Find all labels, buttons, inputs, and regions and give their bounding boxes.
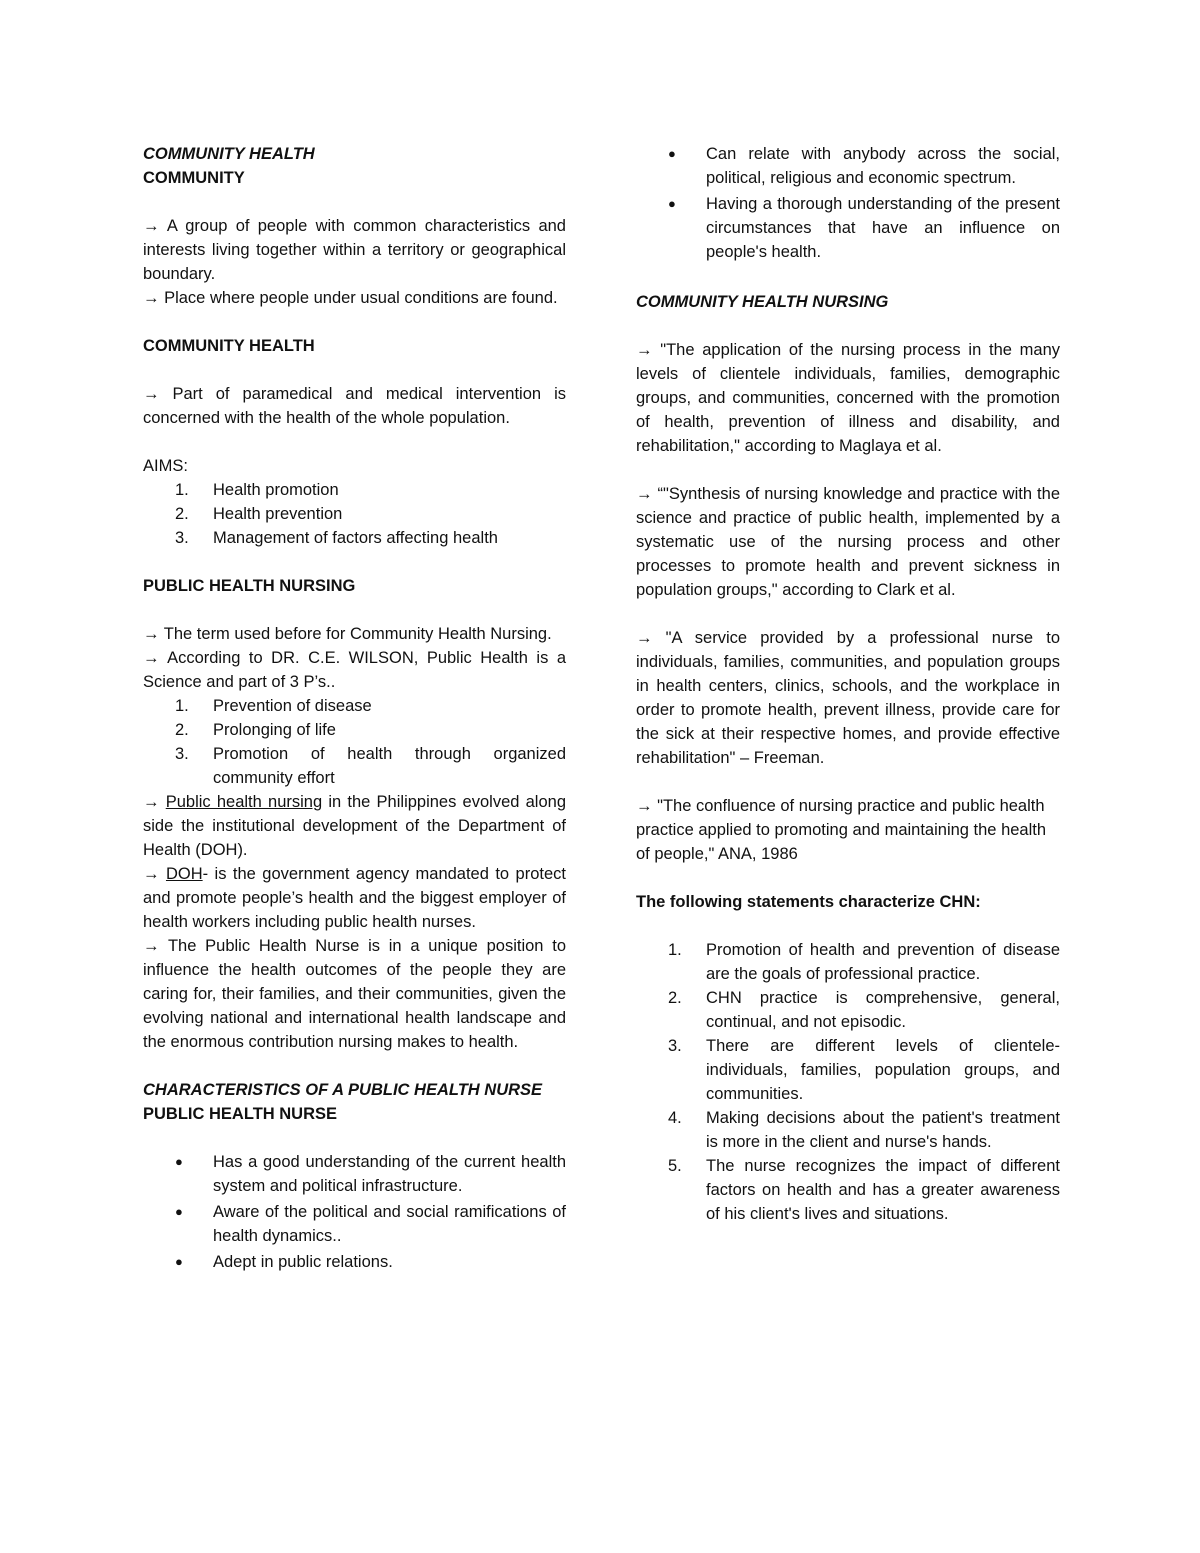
underlined-term: Public health nursing xyxy=(165,793,323,811)
aims-label: AIMS: xyxy=(143,457,188,475)
list-item: 3. Management of factors affecting health xyxy=(175,529,498,547)
bullet-icon: ● xyxy=(668,196,676,211)
list-item: 2. Prolonging of life xyxy=(175,721,336,739)
list-item: 2. CHN practice is comprehensive, general, continual, and not episodic. xyxy=(668,989,1060,1031)
characteristics-list-continued xyxy=(636,142,1060,264)
community-health-heading: COMMUNITY HEALTH xyxy=(143,337,315,355)
list-item: 3. There are different levels of clientele- individuals, families, population groups, and communities. xyxy=(668,1037,1060,1103)
three-ps-list xyxy=(143,694,566,790)
list-item: ● Having a thorough understanding of the present circumstances that have an influence on people's health. xyxy=(636,192,1060,264)
chn-definition-4: → "The confluence of nursing practice and public health practice applied to promoting and maintaining the health of people," ANA, 1986 xyxy=(636,797,1047,863)
phn-paragraph-2: → According to DR. C.E. WILSON, Public Health is a Science and part of 3 P’s.. xyxy=(143,649,566,691)
right-column xyxy=(636,142,1060,1226)
list-item: 4. Making decisions about the patient's treatment is more in the client and nurse's hands. xyxy=(668,1109,1060,1151)
characteristics-list xyxy=(143,1150,566,1274)
community-health-definition: → Part of paramedical and medical intervention is concerned with the health of the whole population. xyxy=(143,385,566,427)
public-health-nurse-subheading: PUBLIC HEALTH NURSE xyxy=(143,1105,338,1123)
list-item: 3. Promotion of health through organized community effort xyxy=(175,745,566,787)
list-item: ● Has a good understanding of the current health system and political infrastructure. xyxy=(143,1150,566,1198)
phn-paragraph-4: → DOH- is the government agency mandated to protect and promote people’s health and the biggest employer of health workers including public health nurses. xyxy=(143,865,566,931)
list-item: 2. Health prevention xyxy=(175,505,343,523)
list-item: ● Aware of the political and social ramifications of health dynamics.. xyxy=(143,1200,566,1248)
aims-list xyxy=(143,478,566,550)
list-item: 1. Promotion of health and prevention of disease are the goals of professional practice. xyxy=(668,941,1060,983)
list-item: 1. Health promotion xyxy=(175,481,339,499)
list-item: 5. The nurse recognizes the impact of different factors on health and has a greater awareness of his client's lives and situations. xyxy=(668,1157,1060,1223)
public-health-nursing-heading: PUBLIC HEALTH NURSING xyxy=(143,577,356,595)
list-item: 1. Prevention of disease xyxy=(175,697,372,715)
chn-heading: COMMUNITY HEALTH NURSING xyxy=(636,293,889,311)
chn-definition-2: → “"Synthesis of nursing knowledge and practice with the science and practice of public health, implemented by a systematic use of the nursing process and other processes to promote health and prevent sickness in population groups," according to Clark et al. xyxy=(636,485,1060,599)
bullet-icon: ● xyxy=(175,1254,183,1269)
community-definition-2: → Place where people under usual conditions are found. xyxy=(143,289,558,307)
list-item: ● Can relate with anybody across the social, political, religious and economic spectrum. xyxy=(636,142,1060,190)
community-heading: COMMUNITY xyxy=(143,169,245,187)
bullet-icon: ● xyxy=(175,1204,183,1219)
chn-definition-1: → "The application of the nursing process in the many levels of clientele individuals, families, demographic groups, and communities, concerned with the promotion of health, prevention of illness and disability, and rehabilitation," according to Maglaya et al. xyxy=(636,341,1060,455)
underlined-term: DOH xyxy=(165,865,203,883)
chn-statements-list xyxy=(636,938,1060,1226)
bullet-icon: ● xyxy=(668,146,676,161)
chn-characteristics-heading: The following statements characterize CHN: xyxy=(636,893,981,911)
phn-paragraph-3: → Public health nursing in the Philippines evolved along side the institutional development of the Department of Health (DOH). xyxy=(143,793,567,859)
doc-title: COMMUNITY HEALTH xyxy=(143,145,315,163)
bullet-icon: ● xyxy=(175,1154,183,1169)
phn-paragraph-5: → The Public Health Nurse is in a unique position to influence the health outcomes of the people they are caring for, their families, and their communities, given the evolving national and international health landscape and the enormous contribution nursing makes to health. xyxy=(143,937,566,1051)
community-definition-1: → A group of people with common characteristics and interests living together within a territory or geographical boundary. xyxy=(143,217,566,283)
characteristics-heading: CHARACTERISTICS OF A PUBLIC HEALTH NURSE xyxy=(143,1081,543,1099)
phn-paragraph-1: → The term used before for Community Health Nursing. xyxy=(143,625,552,643)
left-column xyxy=(143,142,566,1276)
chn-definition-3: → "A service provided by a professional nurse to individuals, families, communities, and population groups in health centers, clinics, schools, and the workplace in order to promote health, prevent illness, provide care for the sick at their respective homes, and provide effective rehabilitation" – Freeman. xyxy=(636,629,1060,767)
list-item: ● Adept in public relations. xyxy=(143,1250,566,1274)
